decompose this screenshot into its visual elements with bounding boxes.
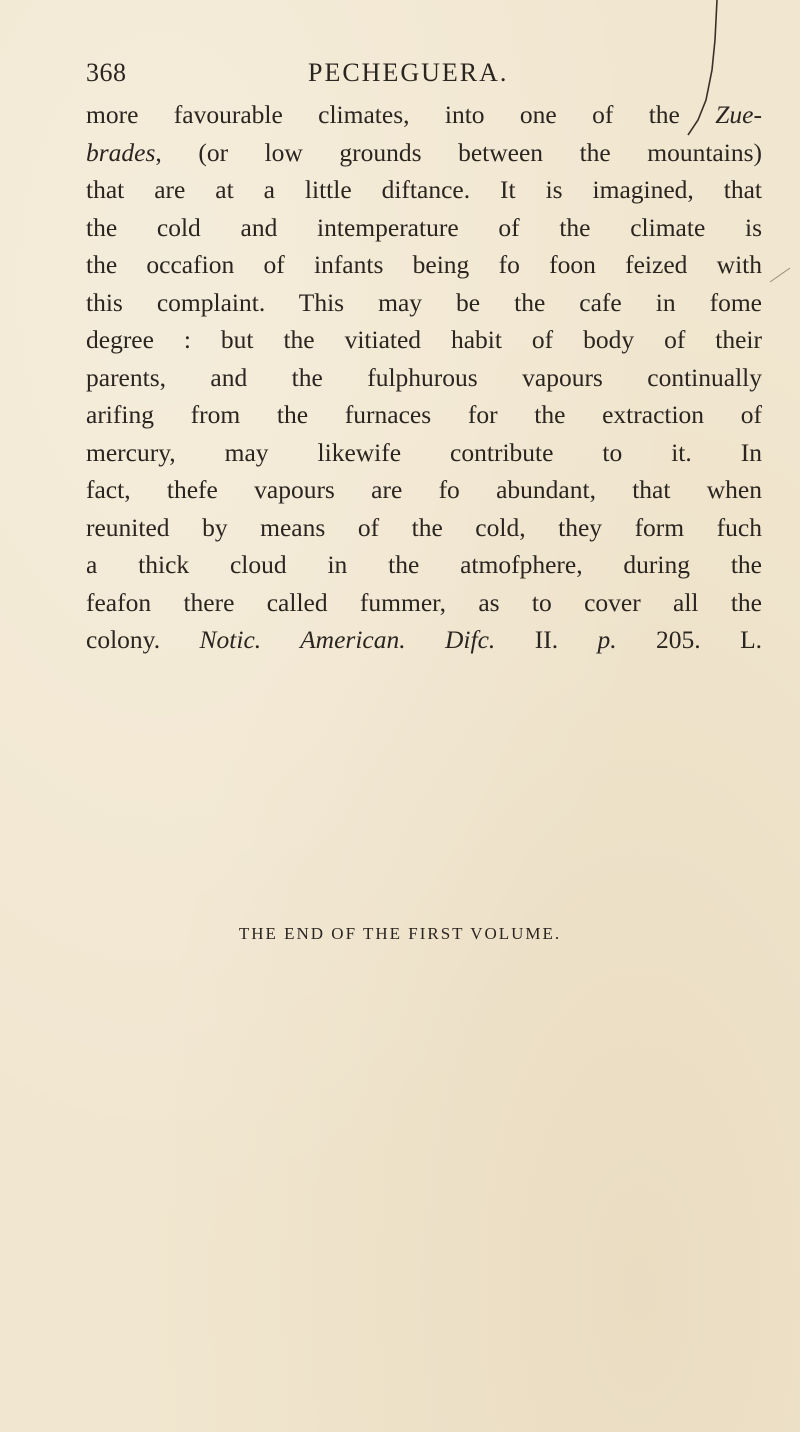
italic-run: Zue-	[715, 100, 762, 129]
text-run: the occafion of infants being fo foon feized with	[86, 250, 762, 279]
italic-run: brades	[86, 137, 156, 167]
running-head: PECHEGUERA.	[308, 58, 509, 87]
page-number: 368	[86, 58, 127, 87]
text-run: 205. L.	[616, 625, 763, 654]
text-run: degree : but the vitiated habit of body of their	[86, 325, 762, 354]
text-run: parents, and the fulphurous vapours continually	[86, 362, 762, 392]
text-run: , (or low grounds between the mountains)	[155, 137, 762, 167]
text-run: more favourable climates, into one of the	[86, 100, 716, 129]
text-run: colony.	[86, 625, 200, 654]
text-run: that are at a little diftance. It is imagined, that	[86, 175, 762, 204]
end-of-volume-note: THE END OF THE FIRST VOLUME.	[238, 924, 562, 943]
text-run: mercury, may likewife contribute to it. In	[86, 437, 762, 467]
italic-run: p.	[597, 625, 617, 654]
text-run: fact, thefe vapours are fo abundant, that when	[86, 475, 762, 504]
text-run: a thick cloud in the atmofphere, during the	[86, 550, 762, 579]
text-run: feafon there called fummer, as to cover all the	[86, 587, 762, 617]
italic-run: Notic. American. Difc.	[199, 625, 496, 654]
text-run: arifing from the furnaces for the extraction of	[86, 400, 762, 429]
text-run: reunited by means of the cold, they form fuch	[86, 512, 762, 542]
text-run: this complaint. This may be the cafe in fome	[86, 287, 762, 317]
text-run: the cold and intemperature of the climate is	[86, 212, 762, 242]
text-run: II.	[495, 625, 598, 654]
